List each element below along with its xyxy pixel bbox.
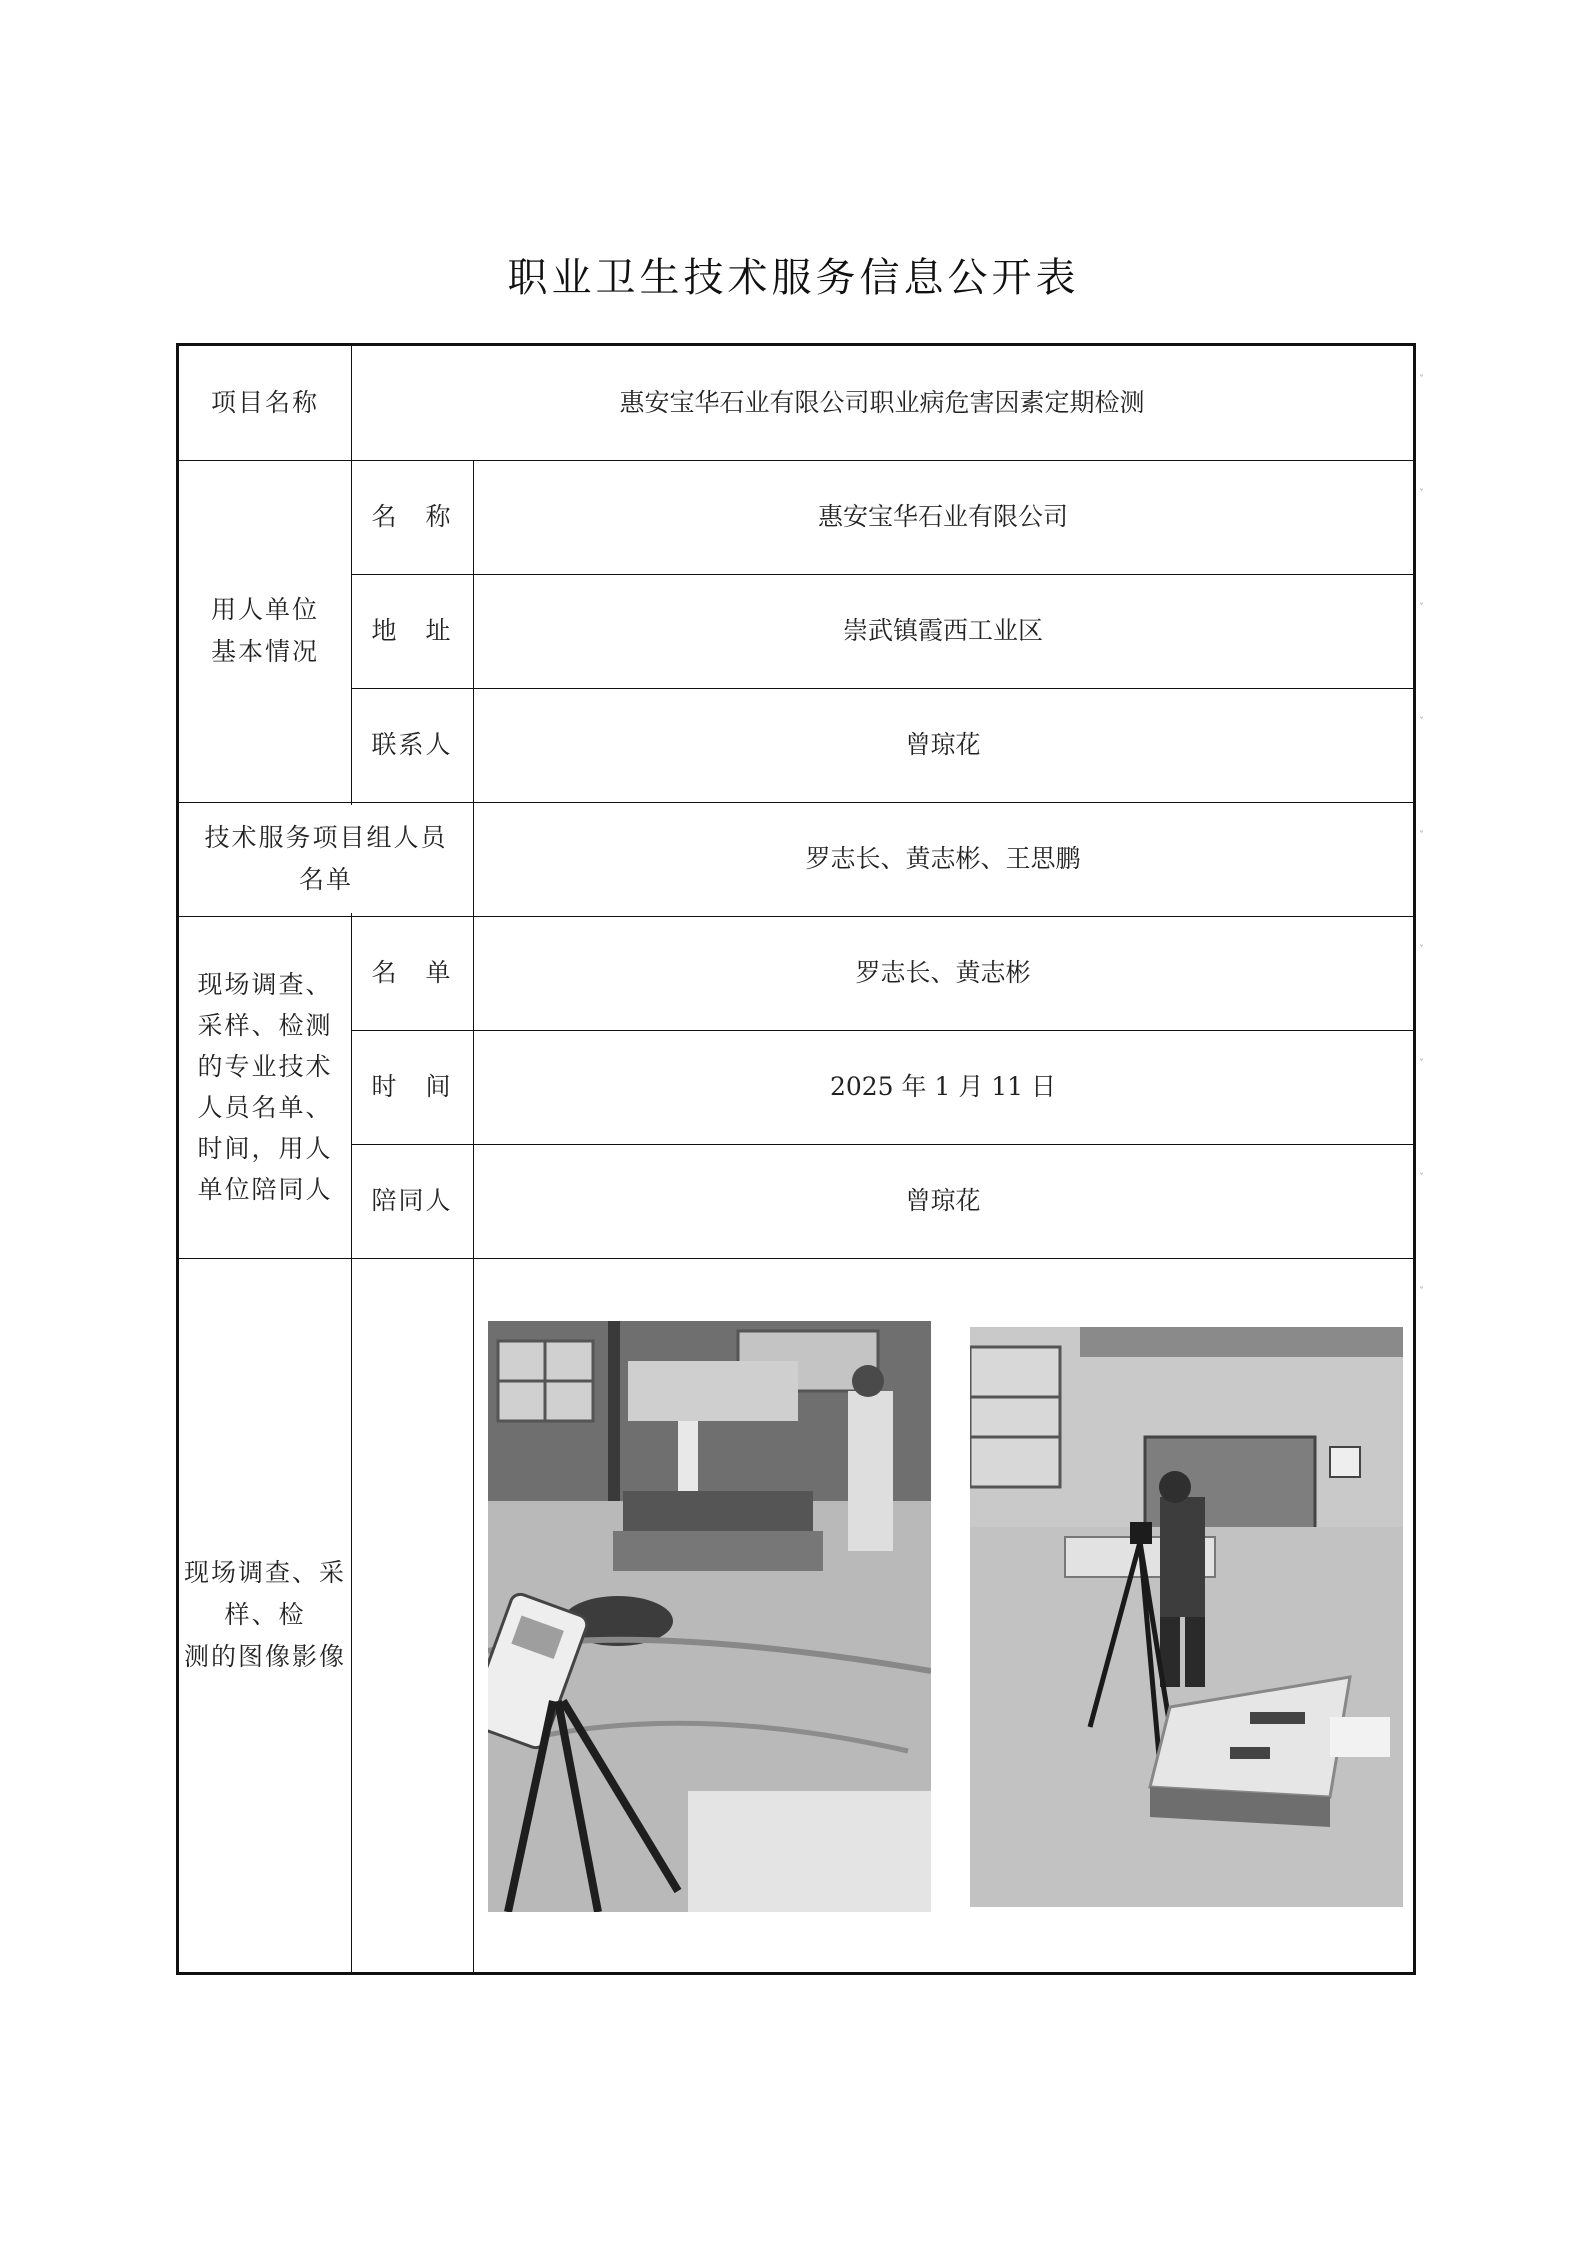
onsite-label-line: 时间，用人: [197, 1134, 333, 1163]
edge-mark: ˯: [1419, 1050, 1424, 1061]
employer-contact-value: 曾琼花: [905, 730, 981, 759]
edge-mark: ˯: [1419, 594, 1424, 605]
images-label-line2: 测的图像影像: [183, 1642, 346, 1671]
team-label: [179, 802, 473, 916]
site-photo-dust-sampling: [970, 1327, 1403, 1907]
edge-mark: ˯: [1419, 1278, 1424, 1289]
onsite-escort-label: 陪同人: [371, 1186, 453, 1215]
onsite-label-line: 现场调查、: [197, 970, 333, 999]
employer-address-label: 地 址: [371, 616, 453, 645]
employer-address-value: 崇武镇霞西工业区: [842, 616, 1043, 645]
team-label-line1: 技术服务项目组人员: [204, 823, 448, 852]
employer-group-label-line2: 基本情况: [210, 637, 319, 666]
onsite-label-line: 人员名单、: [197, 1093, 333, 1122]
edge-mark: ˯: [1419, 1164, 1424, 1175]
employer-name-label: 名 称: [371, 502, 453, 531]
edge-mark: ˯: [1419, 366, 1424, 377]
team-value: 罗志长、黄志彬、王思鹏: [805, 844, 1081, 873]
onsite-list-value: 罗志长、黄志彬: [855, 958, 1031, 987]
onsite-escort-value: 曾琼花: [905, 1186, 981, 1215]
onsite-label-line: 采样、检测: [197, 1011, 333, 1040]
team-label-line2: 名单: [298, 865, 353, 894]
edge-mark: ˯: [1419, 822, 1424, 833]
onsite-time-value: 2025 年 1 月 11 日: [829, 1072, 1057, 1101]
images-label: [179, 1258, 351, 1972]
project-value: 惠安宝华石业有限公司职业病危害因素定期检测: [619, 388, 1145, 417]
employer-group-label-line1: 用人单位: [210, 595, 319, 624]
employer-group-label: [179, 460, 351, 802]
onsite-label-line: 的专业技术: [197, 1052, 333, 1081]
employer-contact-label: 联系人: [371, 730, 453, 759]
onsite-group-label: [179, 916, 351, 1258]
project-label: 项目名称: [210, 388, 319, 417]
edge-mark: ˯: [1419, 936, 1424, 947]
page-title: 职业卫生技术服务信息公开表: [507, 255, 1080, 301]
site-photo-noise-meter: [488, 1321, 931, 1912]
divider: [179, 1258, 1413, 1259]
onsite-label-line: 单位陪同人: [197, 1175, 333, 1204]
onsite-list-label: 名 单: [371, 958, 453, 987]
edge-mark: ˯: [1419, 480, 1424, 491]
onsite-time-label: 时 间: [371, 1072, 453, 1101]
edge-mark: ˯: [1419, 708, 1424, 719]
images-label-line1: 现场调查、采样、检: [183, 1558, 346, 1629]
employer-name-value: 惠安宝华石业有限公司: [817, 502, 1068, 531]
